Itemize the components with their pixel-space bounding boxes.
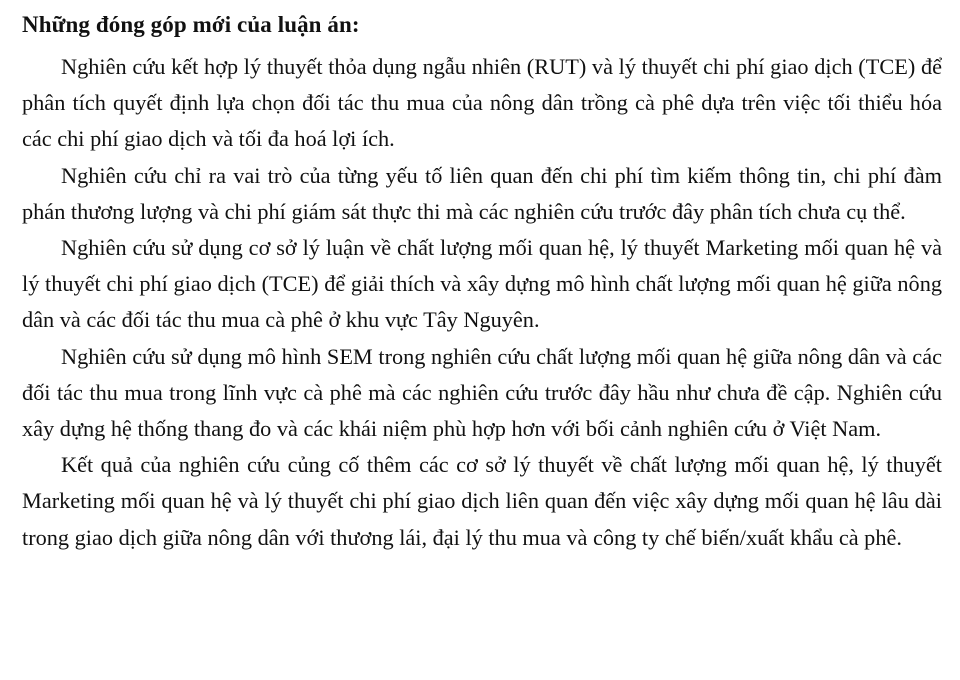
paragraph-rut-tce: Nghiên cứu kết hợp lý thuyết thỏa dụng ngẫu nhiên (RUT) và lý thuyết chi phí giao dịch (TCE) để phân tích quyết định lựa chọn đối tác thu mua của nông dân trồng cà phê dựa trên việc tối thiểu hóa các chi phí giao dịch và tối đa hoá lợi ích. [22, 54, 942, 152]
paragraph-sem-model: Nghiên cứu sử dụng mô hình SEM trong nghiên cứu chất lượng mối quan hệ giữa nông dân và các đối tác thu mua trong lĩnh vực cà phê mà các nghiên cứu trước đây hầu như chưa đề cập. Nghiên cứu xây dựng hệ thống thang đo và các khái niệm phù hợp hơn với bối cảnh nghiên cứu ở Việt Nam. [22, 343, 942, 442]
paragraph-relationship-quality: Nghiên cứu sử dụng cơ sở lý luận về chất lượng mối quan hệ, lý thuyết Marketing mối quan hệ và lý thuyết chi phí giao dịch (TCE) để giải thích và xây dựng mô hình chất lượng mối quan hệ giữa nông dân và các đối tác thu mua cà phê ở khu vực Tây Nguyên. [22, 235, 942, 333]
paragraph-cost-factors: Nghiên cứu chỉ ra vai trò của từng yếu tố liên quan đến chi phí tìm kiếm thông tin, chi phí đàm phán thương lượng và chi phí giám sát thực thi mà các nghiên cứu trước đây phân tích chưa cụ thể. [22, 162, 942, 224]
paragraph-results: Kết quả của nghiên cứu củng cố thêm các cơ sở lý thuyết về chất lượng mối quan hệ, lý thuyết Marketing mối quan hệ và lý thuyết chi phí giao dịch liên quan đến việc xây dựng mối quan hệ lâu dài trong giao dịch giữa nông dân với thương lái, đại lý thu mua và công ty chế biến/xuất khẩu cà phê. [22, 452, 942, 550]
section-heading: Những đóng góp mới của luận án: [22, 12, 360, 37]
